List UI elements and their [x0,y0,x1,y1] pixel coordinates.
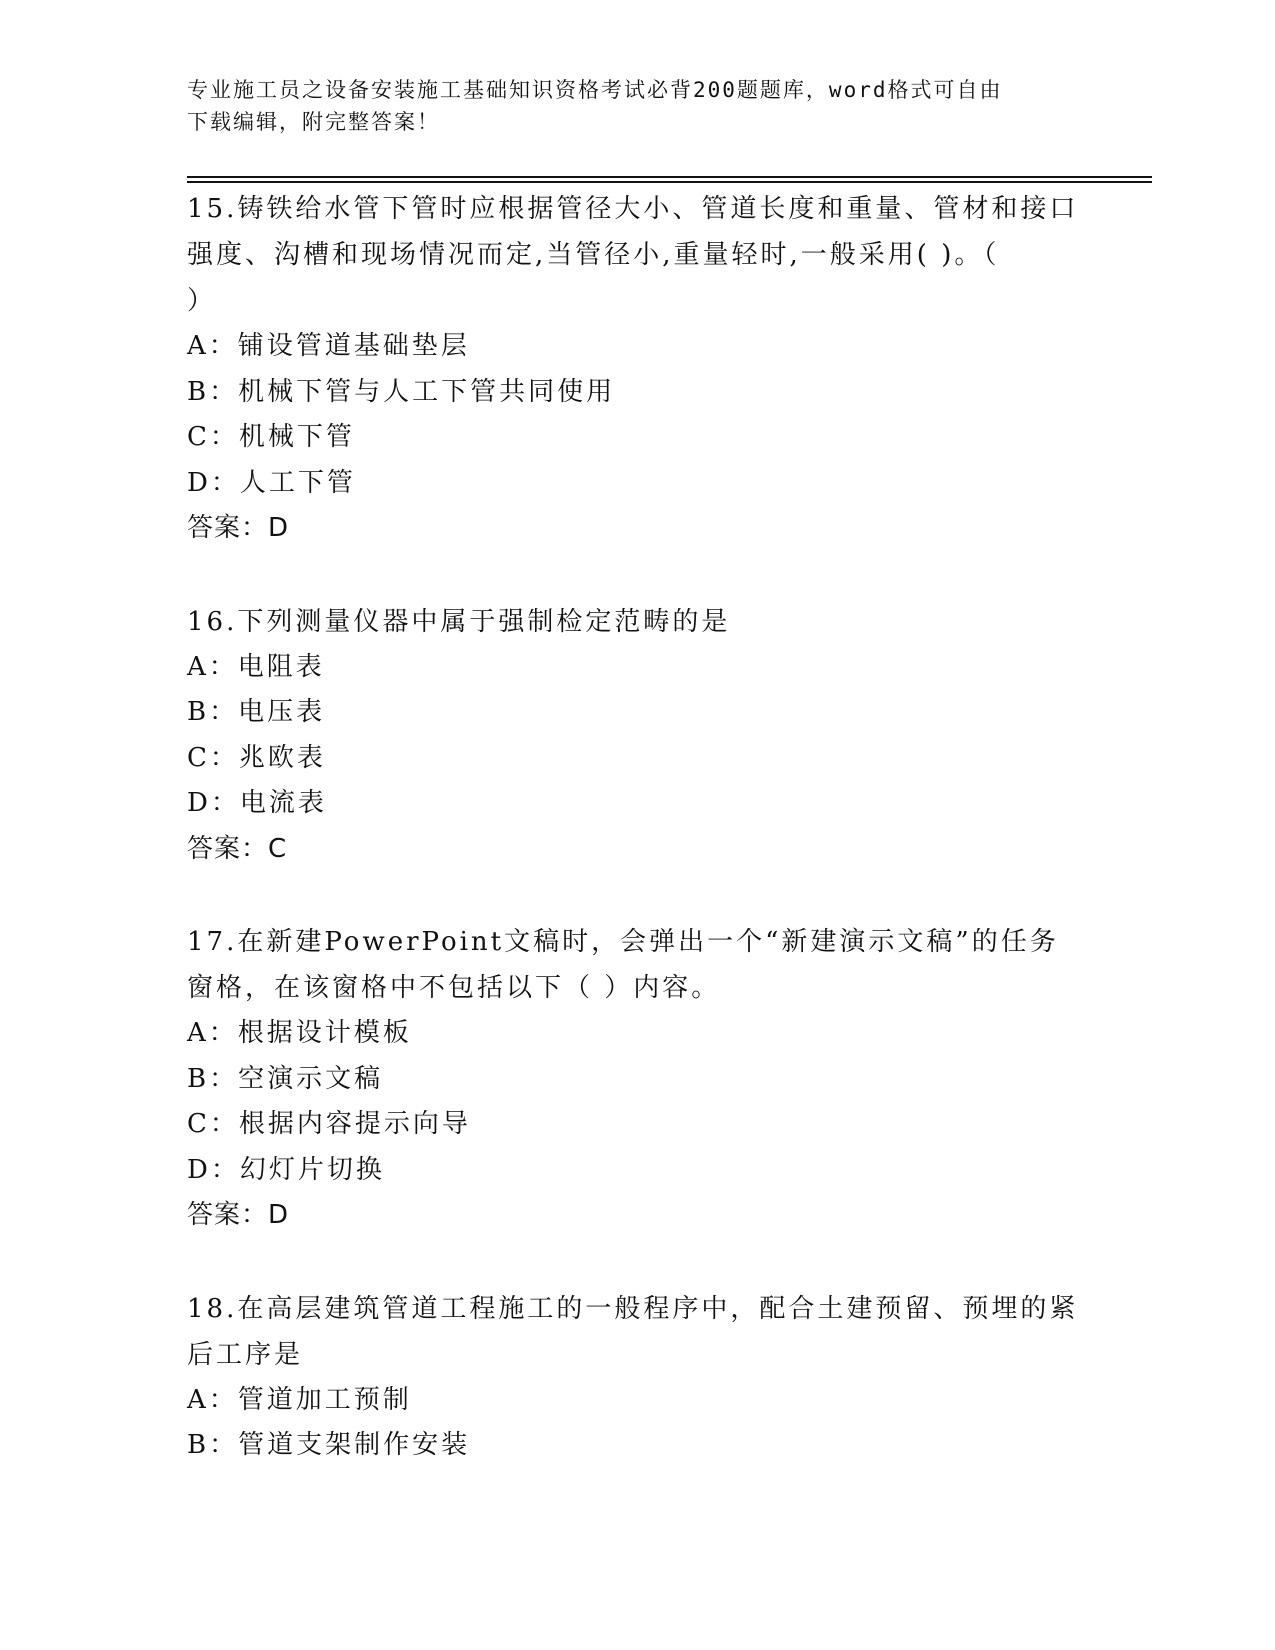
option-d: D：电流表 [187,788,327,818]
question-text-line: 窗格，在该窗格中不包括以下（ ）内容。 [187,973,721,1003]
question-text-line: 后工序是 [187,1339,304,1370]
question-16 [187,599,1087,873]
header-line-2: 下载编辑，附完整答案！ [187,110,440,134]
option-a: A：根据设计模板 [187,1018,412,1048]
document-header [187,74,1087,138]
option-a: A：铺设管道基础垫层 [187,331,470,361]
option-c: C：机械下管 [187,422,355,452]
option-b: B：管道支架制作安装 [187,1430,471,1460]
question-text-line: 18.在高层建筑管道工程施工的一般程序中，配合土建预留、预埋的紧 [187,1293,1079,1324]
header-rule-bottom [187,181,1152,183]
question-17 [187,919,1087,1239]
question-18 [187,1286,1087,1469]
answer: 答案：D [187,513,290,543]
header-rule-top [187,176,1152,178]
option-a: A：电阻表 [187,651,325,682]
question-text-line: 16.下列测量仪器中属于强制检定范畴的是 [187,606,731,637]
header-line-1: 专业施工员之设备安装施工基础知识资格考试必背200题题库，word格式可自由 [187,78,1003,102]
answer: 答案：D [187,1200,290,1230]
option-d: D：人工下管 [187,467,356,498]
question-15 [187,186,1087,552]
question-text-line: ） [187,286,217,316]
option-a: A：管道加工预制 [187,1384,412,1415]
option-c: C：根据内容提示向导 [187,1109,471,1139]
question-text-line: 15.铸铁给水管下管时应根据管径大小、管道长度和重量、管材和接口 [187,194,1079,224]
option-b: B：机械下管与人工下管共同使用 [187,376,616,407]
option-d: D：幻灯片切换 [187,1154,385,1185]
option-b: B：电压表 [187,697,326,727]
answer: 答案：C [187,833,288,864]
question-list [187,186,1087,1516]
question-text-line: 17.在新建PowerPoint文稿时，会弹出一个“新建演示文稿”的任务 [187,927,1059,957]
option-c: C：兆欧表 [187,742,326,773]
question-text-line: 强度、沟槽和现场情况而定,当管径小,重量轻时,一般采用( )。（ [187,240,1000,270]
option-b: B：空演示文稿 [187,1063,384,1094]
